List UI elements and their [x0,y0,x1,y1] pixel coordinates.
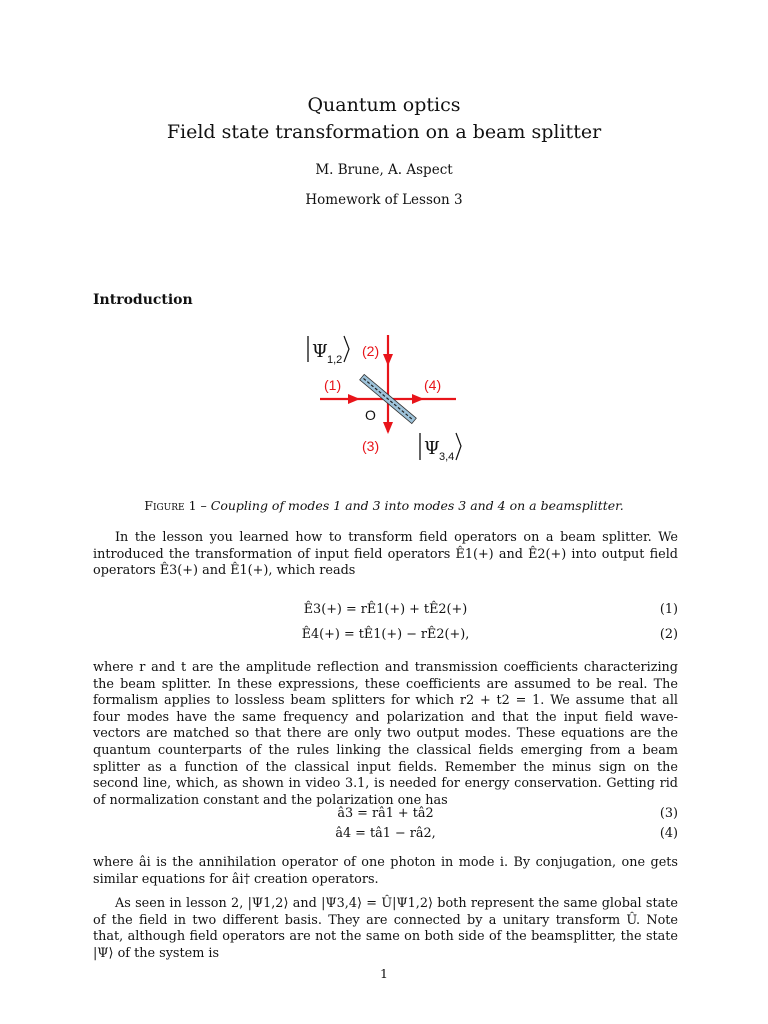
equation-1 [93,602,678,622]
paragraph-2: where r and t are the amplitude reflection and transmission coefficients characterizing the beam splitter. In these expressions, these coefficients are assumed to be real. The formalism applies to lossless beam splitters for which r2 + t2 = 1. We assume that all four modes have the same frequency and polarization and that the input field wave-vectors are matched so that there are only two output modes. These equations are the quantum counterparts of the rules linking the classical fields emerging from a beam splitter as a function of the classical input fields. Remember the minus sign on the second line, which, as shown in video 3.1, is needed for energy conservation. Getting rid of normalization constant and the polarization one has [93,660,678,808]
caption-label: Figure 1 – [144,498,207,513]
svg-text:Ψ: Ψ [312,341,328,362]
equation-4 [93,826,678,846]
equation-1-number: (1) [659,602,678,617]
paragraph-4: As seen in lesson 2, |Ψ1,2⟩ and |Ψ3,4⟩ = Û|Ψ1,2⟩ both represent the same global state of the field in two different basis. They are connected by a unitary transform Û. Note that, although field operators are not the same on both side of the beamsplitter, the state |Ψ⟩ of the system is [93,896,678,961]
mode-label-4: (4) [424,377,442,393]
subtitle: Homework of Lesson 3 [305,192,463,208]
equation-2-number: (2) [659,627,678,642]
mode-label-3: (3) [362,438,380,454]
beam-splitter-figure [300,330,470,465]
output-state-ket [420,433,461,463]
equation-1-body: Ê3(+) = rÊ1(+) + tÊ2(+) [303,602,468,617]
svg-text:Ψ: Ψ [424,438,440,459]
svg-text:3,4: 3,4 [439,451,455,463]
equation-3 [93,806,678,826]
origin-label: O [365,407,376,423]
authors: M. Brune, A. Aspect [315,162,453,178]
paragraph-3: where âi is the annihilation operator of one photon in mode i. By conjugation, one gets similar equations for âi† creation operators. [93,855,678,887]
title-line-2: Field state transformation on a beam splitter [166,121,602,143]
page-number: 1 [380,966,388,981]
mode-label-1: (1) [324,377,342,393]
paragraph-1: In the lesson you learned how to transform field operators on a beam splitter. We introduced the transformation of input field operators Ê1(+) and Ê2(+) into output field operators Ê3(+) and Ê1(+), which reads [93,530,678,579]
equation-3-body: â3 = râ1 + tâ2 [337,806,434,821]
caption-text: Coupling of modes 1 and 3 into modes 3 and 4 on a beamsplitter. [210,498,624,513]
equation-2 [93,627,678,647]
input-state-ket [308,336,349,366]
mode-label-2: (2) [362,343,380,359]
title-line-1: Quantum optics [307,94,461,116]
section-heading: Introduction [93,292,193,308]
equation-4-body: â4 = tâ1 − râ2, [335,826,436,841]
equation-3-number: (3) [659,806,678,821]
svg-text:1,2: 1,2 [327,354,343,366]
figure-caption [0,498,768,513]
equation-2-body: Ê4(+) = tÊ1(+) − rÊ2(+), [301,627,470,642]
equation-4-number: (4) [659,826,678,841]
